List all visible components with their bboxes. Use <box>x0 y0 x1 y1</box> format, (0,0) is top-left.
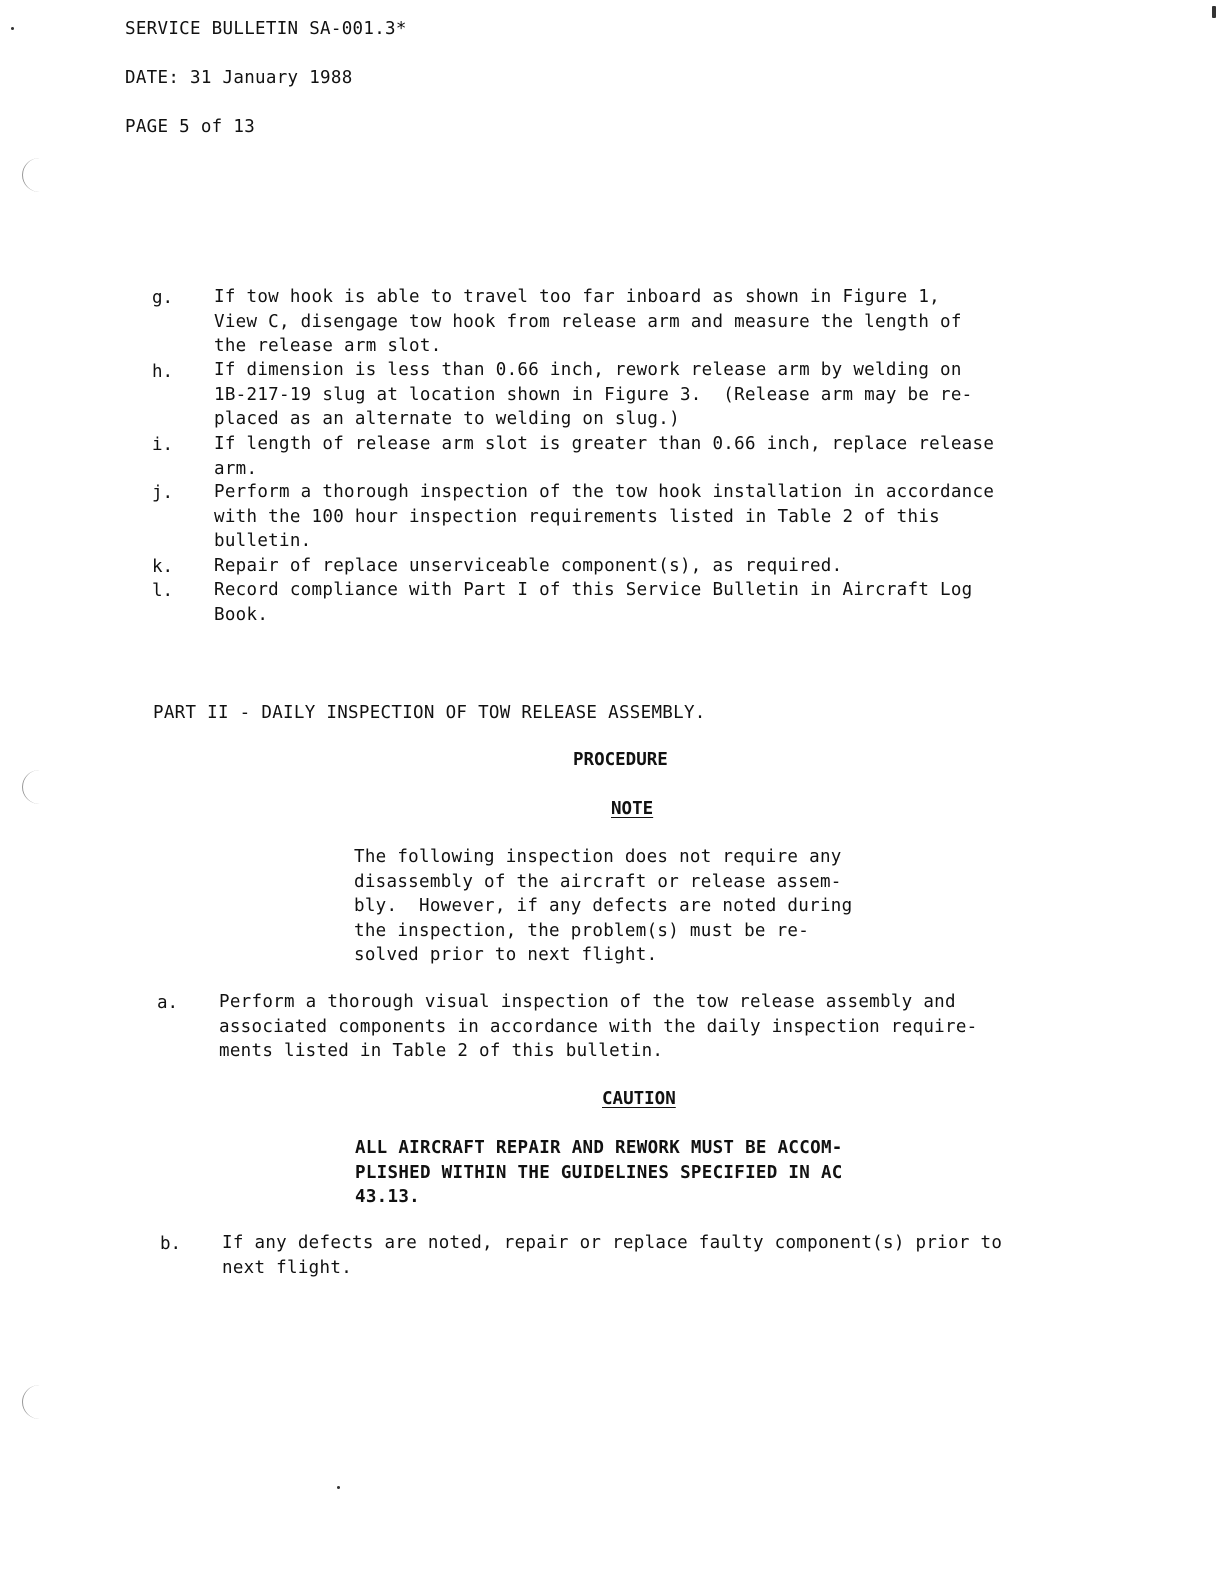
item-text <box>214 432 994 481</box>
part2-title: PART II - DAILY INSPECTION OF TOW RELEASE ASSEMBLY. <box>153 703 706 723</box>
item-line: Perform a thorough inspection of the tow hook installation in accordance <box>214 482 995 502</box>
punch-hole-mark <box>22 1385 57 1419</box>
punch-hole-mark <box>22 770 57 804</box>
item-text <box>222 1231 1002 1280</box>
item-line: Perform a thorough visual inspection of the tow release assembly and <box>219 992 956 1012</box>
item-text <box>214 285 962 359</box>
item-text <box>214 480 994 554</box>
item-line: If dimension is less than 0.66 inch, rework release arm by welding on <box>214 360 962 380</box>
item-line: If length of release arm slot is greater than 0.66 inch, replace release <box>214 434 995 454</box>
item-text <box>214 358 973 432</box>
item-line: 1B-217-19 slug at location shown in Figure 3. (Release arm may be re- <box>214 384 973 405</box>
item-line: with the 100 hour inspection requirements listed in Table 2 of this <box>214 506 941 527</box>
note-line: disassembly of the aircraft or release assem- <box>354 871 842 892</box>
item-text <box>219 990 978 1064</box>
punch-hole-mark <box>22 158 57 192</box>
item-line: arm. <box>214 458 258 479</box>
item-line: Repair of replace unserviceable component(s), as required. <box>214 556 843 576</box>
item-letter: l. <box>152 581 174 601</box>
item-letter: b. <box>160 1234 182 1254</box>
caution-line: 43.13. <box>355 1187 421 1207</box>
item-line: bulletin. <box>214 531 312 551</box>
item-line: If tow hook is able to travel too far inboard as shown in Figure 1, <box>214 287 941 307</box>
item-letter: j. <box>152 483 174 503</box>
note-text <box>354 845 852 968</box>
note-line: the inspection, the problem(s) must be re- <box>354 920 810 941</box>
item-line: If any defects are noted, repair or replace faulty component(s) prior to <box>222 1233 1003 1253</box>
item-line: placed as an alternate to welding on slug.) <box>214 409 680 429</box>
note-line: solved prior to next flight. <box>354 945 658 965</box>
item-text <box>214 554 842 579</box>
bulletin-date: DATE: 31 January 1988 <box>125 68 353 88</box>
note-line: The following inspection does not require any <box>354 847 842 867</box>
item-letter: h. <box>152 362 174 382</box>
caution-text <box>355 1136 843 1210</box>
item-line: the release arm slot. <box>214 336 442 356</box>
item-letter: g. <box>152 288 174 308</box>
bulletin-number: SERVICE BULLETIN SA-001.3* <box>125 19 407 39</box>
item-line: associated components in accordance with the daily inspection require- <box>219 1016 978 1037</box>
item-letter: k. <box>152 557 174 577</box>
item-line: ments listed in Table 2 of this bulletin. <box>219 1041 664 1061</box>
scan-speck <box>1212 6 1216 18</box>
item-text <box>214 578 973 627</box>
item-line: Book. <box>214 604 269 625</box>
caution-line: ALL AIRCRAFT REPAIR AND REWORK MUST BE ACCOM- <box>355 1138 843 1158</box>
scan-speck <box>337 1486 340 1489</box>
caution-heading: CAUTION <box>602 1089 676 1109</box>
item-line: View C, disengage tow hook from release arm and measure the length of <box>214 311 962 332</box>
scan-speck <box>11 27 14 30</box>
item-line: next flight. <box>222 1257 353 1278</box>
item-line: Record compliance with Part I of this Service Bulletin in Aircraft Log <box>214 580 973 600</box>
item-letter: i. <box>152 435 174 455</box>
note-line: bly. However, if any defects are noted during <box>354 896 853 916</box>
item-letter: a. <box>157 993 179 1013</box>
note-heading: NOTE <box>611 799 654 819</box>
page-number: PAGE 5 of 13 <box>125 117 256 137</box>
caution-line: PLISHED WITHIN THE GUIDELINES SPECIFIED IN AC <box>355 1162 843 1183</box>
procedure-heading: PROCEDURE <box>573 750 668 770</box>
